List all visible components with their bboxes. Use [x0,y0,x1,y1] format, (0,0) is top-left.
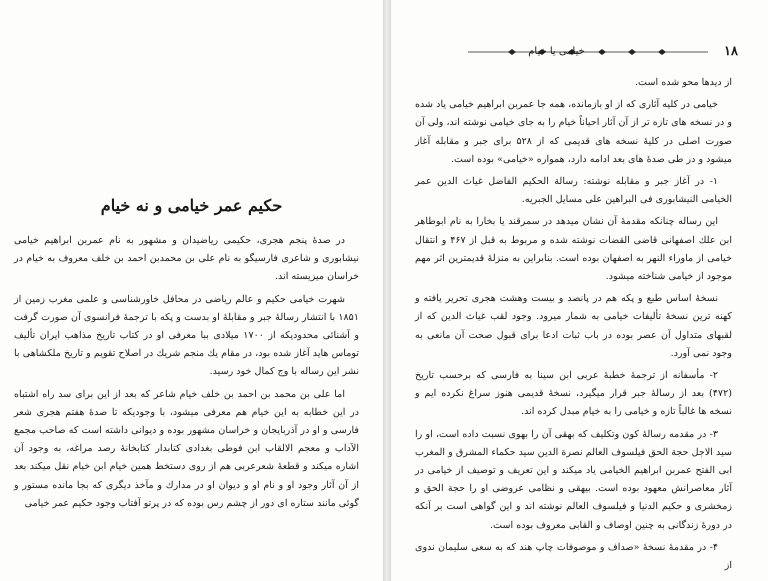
paragraph: از دیدها محو شده است. [634,77,732,88]
left-body-text [14,232,359,517]
paragraph: ۲- مأسفانه از ترجمهٔ خطبهٔ عربی ابن سینا به فارسی که برحسب تاریخ (۴۷۲) بعد از رسالهٔ جبر قرار میگیرد، نسخهٔ قدیمی هنوز سراغ نکرده ایم و نسخه ها غالباً تازه و خیامی را به خیام مبدل کرده اند. [415,370,732,418]
paragraph: ۳- در مقدمه رسالهٔ کون وتکلیف که بهقی آن را بهوی نسبت داده است، او را سید الاجل حجة الحق فیلسوف العالم نصرة الدین سید حکماء المشرق و المغرب ابی الفتح عمربن ابراهیم الخیامی یاد میکند و این تعریف و توصیف از خیامی در آثار معاصرانش معهود بوده است. بیهقی و نظامی عروضی او را حجة الحق و زمخشری و حکیم الدنیا و فیلسوف العالم نوشته اند و این گواهی است بر آنکه در دورهٔ زندگانی به چنین اوصاف و القابی معروف بوده است. [415,428,732,531]
paragraph: نسخهٔ اساس طبع و پکه هم در پانصد و بیست وهشت هجری تحریر یافته و کهنه ترین نسخهٔ تألیفات خیامی به شمار میرود. وجود لقب غیاث الدین که از لقبهای متداول آن عصر بوده در باب ثبات ادعا برای قبول صحت آن مانعی به وجود نمی آورد. [415,293,732,359]
paragraph: این رساله چنانکه مقدمهٔ آن نشان میدهد در سمرقند یا بخارا به نام ابوطاهر ابن علك اصفهانی قاضی القضات نوشته شده و مربوط به قبل از ۴۶۷ و انتقال خیامی از ماوراء النهر به اصفهان بوده است. بنابراین به منزلهٔ قدیمترین اثر مهم موجود از خیامی شناخته میشود. [415,216,732,283]
right-body-text [415,74,732,579]
running-header [415,44,738,64]
paragraph: اما علی بن محمد بن احمد بن خلف خیام شاعر که بعد از این برای سد راه اشتباه در این خطابه به این خیام هم معرفی میشود، با وجودیکه تا صدهٔ هفتم هجری شعر فارسی و او در آذربایجان و خراسان مشهور بوده و دیوانی داشته است که صاحب مجمع الآداب و معجم الالقاب ابن فوطی بغدادی کتابدار کتابخانهٔ رصد مراغه، به وجود آن اشاره میکند و قطعهٔ شعرعربی هم از روی دستخط همین خیام ابن خیام نقل میکند بعد از آن آثار وجود او و نام او و دیوان او در مدارك و مآخذ دیگری که بجا مانده مستور و گوئی مانند ستاره ای دور از چشم رس بوده که در پرتو آفتاب وجود حکیم عمر خیامی [14,388,359,509]
paragraph: در صدهٔ پنجم هجری، حکیمی ریاضیدان و مشهور به نام عمربن ابراهیم خیامی نیشابوری و شاعری فارسیگو به نام علی بن محمدبن احمد بن خلف معروف به خیام در خراسان میزیسته اند. [14,235,359,283]
page-number: ۱۸ [724,44,738,59]
paragraph: ۱- در آغاز جبر و مقابله نوشته: رسالة الحکیم الفاضل غیاث الدین عمر الخیامی النیشابوری فی البراهین علی مسایل الجبریه. [415,176,732,206]
paragraph: شهرت خیامی حکیم و عالم ریاضی در محافل خاورشناسی و علمی مغرب زمین از ۱۸۵۱ با انتشار رسالهٔ جبر و مقابلهٔ او بدست و پکه با ترجمهٔ فرانسوی آن صورت گرفت و آشنائی محدودیکه از ۱۷۰۰ میلادی ببا معرفی او در کتاب تاریخ مذاهب ایران تألیف توماس هاید آغاز شده بود، در مقام یك منجم شریك در اصلاح تقویم و تاریخ ملکشاهی با نشر این رساله با وج کمال خود رسید. [14,293,359,378]
running-title: خیامی یا خیام [528,46,585,57]
book-gutter [383,0,391,581]
left-page [0,0,383,581]
chapter-title: حکیم عمر خیامی و نه خیام [100,196,283,215]
paragraph: ۴- در مقدمهٔ نسخهٔ «صداف و موصوفات چاپ هند که به سعی سلیمان ندوی از [415,541,732,572]
right-page [391,0,768,581]
paragraph: خیامی در کلیه آثاری که از او بازمانده، همه جا عمربن ابراهیم خیامی یاد شده و در نسخه های تازه تر از آن آثار احیاناً خیام را به جای خیامی نوشته اند، ولی آن صورت اصلی در کلیهٔ نسخه های قدیمی که از ۵۲۸ برای جبر و مقابله آغاز میشود و در طی صدهٔ های بعد ادامه دارد، همواره «خیامی» بوده است. [415,99,732,165]
